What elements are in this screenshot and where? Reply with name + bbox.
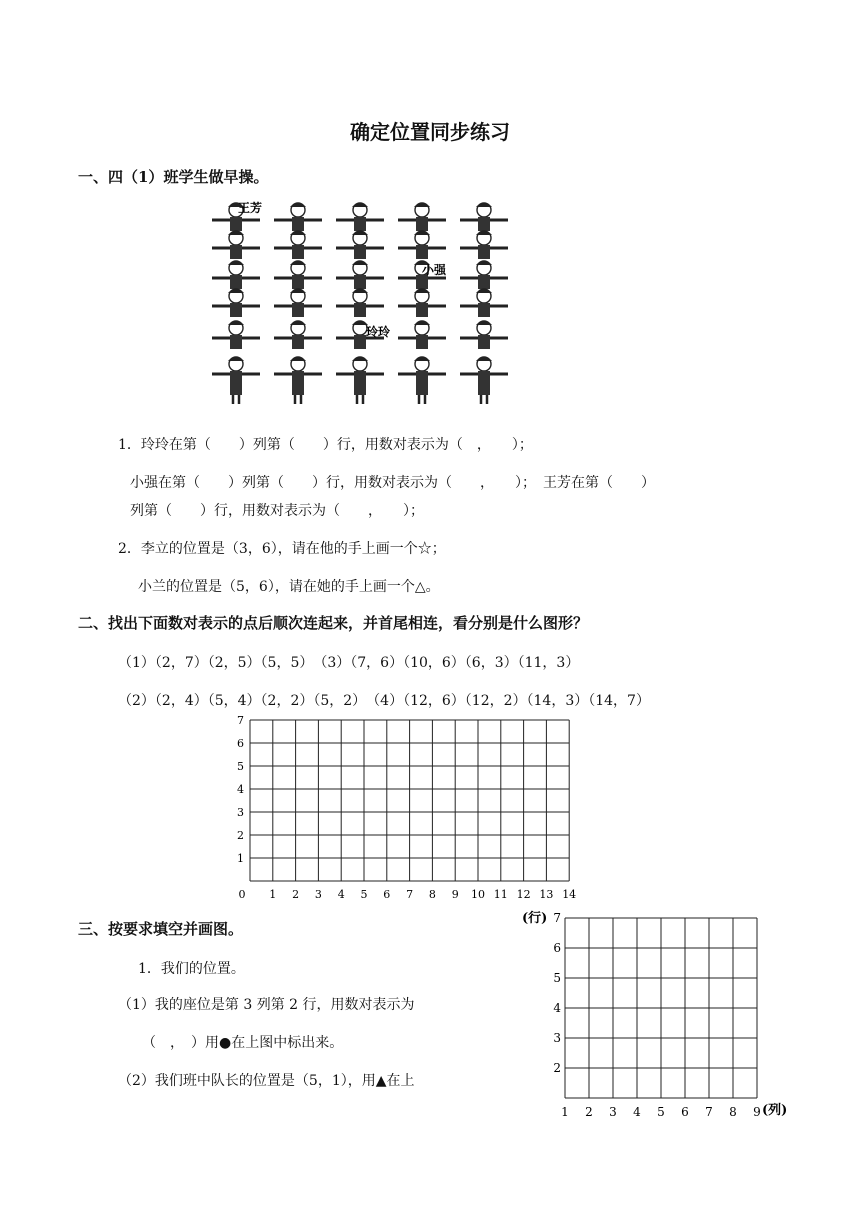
figure-body bbox=[478, 217, 490, 231]
grid-x-tick: 13 bbox=[539, 888, 554, 901]
pairs-row-2: （2）（2，4）（5，4）（2，2）（5，2） （4）（12，6）（12，2）（14，3）（14，7） bbox=[118, 693, 650, 709]
q2-line2: 小兰的位置是（5，6），请在她的手上画一个△。 bbox=[138, 579, 440, 595]
student-figure bbox=[460, 357, 508, 405]
student-figure bbox=[212, 289, 260, 318]
student-figure bbox=[460, 203, 508, 232]
figure-hair bbox=[228, 231, 244, 236]
figure-hair bbox=[352, 231, 368, 236]
grid-x-tick: 8 bbox=[729, 1105, 737, 1119]
figure-hair bbox=[290, 357, 306, 362]
figure-body bbox=[416, 217, 428, 231]
figure-hair bbox=[352, 261, 368, 266]
figure-body bbox=[416, 245, 428, 259]
figure-body bbox=[230, 371, 242, 395]
grid-x-tick: 4 bbox=[633, 1105, 641, 1119]
figure-body bbox=[354, 371, 366, 395]
q2-line1: 2．李立的位置是（3，6），请在他的手上画一个☆； bbox=[118, 541, 446, 557]
figure-body bbox=[292, 275, 304, 289]
s3-p2: （2）我们班中队长的位置是（5，1），用▲在上 bbox=[118, 1073, 415, 1089]
grid-y-tick: 4 bbox=[553, 1001, 561, 1015]
grid-x-tick: 7 bbox=[705, 1105, 713, 1119]
figure-body bbox=[230, 335, 242, 349]
section-1-heading: 一、四（1）班学生做早操。 bbox=[78, 168, 269, 186]
grid-y-tick: 2 bbox=[237, 829, 244, 842]
figure-hair bbox=[414, 321, 430, 326]
coordinate-grid-14x7 bbox=[230, 712, 590, 902]
grid-x-tick: 3 bbox=[609, 1105, 617, 1119]
grid-x-tick: 8 bbox=[428, 888, 436, 901]
section-2-heading: 二、找出下面数对表示的点后顺次连起来，并首尾相连，看分别是什么图形？ bbox=[78, 614, 589, 632]
student-figure bbox=[398, 289, 446, 318]
grid-x-tick: 9 bbox=[753, 1105, 761, 1119]
q1-line2: 小强在第（ ）列第（ ）行，用数对表示为（ ， ）； 王芳在第（ ） bbox=[130, 475, 655, 491]
figure-body bbox=[354, 217, 366, 231]
figure-hair bbox=[352, 289, 368, 294]
figure-hair bbox=[476, 203, 492, 208]
student-figure bbox=[398, 321, 446, 350]
grid-y-labels bbox=[237, 714, 244, 865]
s3-p1b: （ ， ）用●在上图中标出来。 bbox=[142, 1035, 344, 1051]
student-figure bbox=[336, 203, 384, 232]
student-figure bbox=[274, 321, 322, 350]
grid-x-tick: 10 bbox=[471, 888, 485, 901]
figure-body bbox=[292, 303, 304, 317]
q1-line3: 列第（ ）行，用数对表示为（ ， ）； bbox=[130, 503, 424, 519]
student-figure bbox=[212, 357, 260, 405]
student-figure bbox=[460, 261, 508, 290]
s3-p1a: （1）我的座位是第 3 列第 2 行，用数对表示为 bbox=[118, 997, 415, 1013]
grid-x-tick: 12 bbox=[516, 888, 531, 901]
figure-body bbox=[230, 275, 242, 289]
figure-body bbox=[292, 217, 304, 231]
figure-hair bbox=[476, 231, 492, 236]
figure-body bbox=[354, 275, 366, 289]
student-figure bbox=[336, 261, 384, 290]
grid-lines bbox=[565, 918, 757, 1098]
grid-x-tick: 4 bbox=[337, 888, 345, 901]
figure-hair bbox=[414, 203, 430, 208]
figure-body bbox=[354, 335, 366, 349]
grid-x-tick: 2 bbox=[292, 888, 300, 901]
figure-body bbox=[230, 217, 242, 231]
grid-x-labels bbox=[239, 888, 577, 901]
student-figure bbox=[460, 289, 508, 318]
grid-x-tick: 6 bbox=[681, 1105, 689, 1119]
figure-body bbox=[416, 275, 428, 289]
page-title: 确定位置同步练习 bbox=[350, 120, 510, 144]
grid-y-tick: 6 bbox=[553, 941, 561, 955]
student-figure bbox=[274, 261, 322, 290]
grid-y-tick: 5 bbox=[237, 760, 244, 773]
student-figure bbox=[336, 289, 384, 318]
figure-body bbox=[354, 303, 366, 317]
student-figure bbox=[336, 231, 384, 260]
figure-body bbox=[292, 371, 304, 395]
student-figure bbox=[398, 357, 446, 405]
grid-x-tick: 7 bbox=[406, 888, 414, 901]
grid2-col-label: (列) bbox=[762, 1103, 788, 1118]
grid-y-tick: 3 bbox=[553, 1031, 561, 1045]
figure-hair bbox=[352, 203, 368, 208]
grid-lines bbox=[250, 720, 569, 881]
figure-hair bbox=[414, 357, 430, 362]
figure-hair bbox=[414, 231, 430, 236]
figure-hair bbox=[414, 289, 430, 294]
s3-q1: 1．我们的位置。 bbox=[138, 961, 245, 977]
figure-hair bbox=[228, 289, 244, 294]
figure-body bbox=[478, 245, 490, 259]
grid-x-tick: 2 bbox=[585, 1105, 593, 1119]
section-3-heading: 三、按要求填空并画图。 bbox=[78, 920, 244, 938]
pairs-row-1: （1）（2，7）（2，5）（5，5） （3）（7，6）（10，6）（6，3）（11，3） bbox=[118, 655, 580, 671]
grid-x-tick: 5 bbox=[657, 1105, 665, 1119]
coordinate-grid-9x7 bbox=[510, 906, 800, 1126]
student-figure bbox=[212, 261, 260, 290]
grid-x-tick: 3 bbox=[314, 888, 322, 901]
figure-body bbox=[416, 335, 428, 349]
figure-hair bbox=[290, 231, 306, 236]
figure-hair bbox=[476, 321, 492, 326]
student-figure bbox=[460, 321, 508, 350]
figure-hair bbox=[476, 357, 492, 362]
grid-y-tick: 3 bbox=[237, 806, 244, 819]
figure-hair bbox=[290, 321, 306, 326]
figure-hair bbox=[290, 261, 306, 266]
grid-y-tick: 7 bbox=[553, 911, 561, 925]
student-figure bbox=[336, 357, 384, 405]
student-figure bbox=[212, 231, 260, 260]
figure-body bbox=[416, 303, 428, 317]
grid-y-tick: 7 bbox=[237, 714, 244, 727]
figure-hair bbox=[476, 261, 492, 266]
student-figure bbox=[398, 231, 446, 260]
grid-y-labels bbox=[553, 911, 561, 1075]
figure-hair bbox=[228, 357, 244, 362]
grid-x-tick: 14 bbox=[562, 888, 577, 901]
grid-x-tick: 1 bbox=[269, 888, 277, 901]
figure-hair bbox=[290, 203, 306, 208]
figure-body bbox=[292, 335, 304, 349]
label-xiaoqiang: 小强 bbox=[422, 263, 447, 277]
figure-hair bbox=[476, 289, 492, 294]
grid-x-tick: 9 bbox=[451, 888, 459, 901]
figure-body bbox=[478, 303, 490, 317]
figure-body bbox=[478, 275, 490, 289]
grid-x-tick: 1 bbox=[561, 1105, 569, 1119]
student-figure bbox=[274, 231, 322, 260]
grid-x-tick: 0 bbox=[238, 888, 246, 901]
grid-x-tick: 5 bbox=[360, 888, 368, 901]
grid-y-tick: 1 bbox=[237, 852, 244, 865]
figure-body bbox=[230, 303, 242, 317]
label-lingling: 玲玲 bbox=[366, 325, 391, 339]
figure-hair bbox=[290, 289, 306, 294]
grid-y-tick: 2 bbox=[553, 1061, 561, 1075]
student-figure bbox=[274, 357, 322, 405]
grid-y-tick: 5 bbox=[553, 971, 561, 985]
figure-hair bbox=[228, 261, 244, 266]
grid-y-tick: 6 bbox=[237, 737, 244, 750]
grid-y-tick: 4 bbox=[237, 783, 244, 796]
figure-body bbox=[354, 245, 366, 259]
exercise-illustration bbox=[200, 196, 512, 416]
figure-body bbox=[230, 245, 242, 259]
student-figure bbox=[398, 203, 446, 232]
student-figures bbox=[212, 203, 508, 405]
grid2-row-label: (行) bbox=[522, 911, 548, 926]
figure-body bbox=[478, 371, 490, 395]
figure-hair bbox=[352, 357, 368, 362]
figure-body bbox=[478, 335, 490, 349]
student-figure bbox=[274, 203, 322, 232]
grid-x-tick: 11 bbox=[493, 888, 508, 901]
student-figure bbox=[274, 289, 322, 318]
student-figure bbox=[460, 231, 508, 260]
grid-x-tick: 6 bbox=[383, 888, 391, 901]
figure-body bbox=[292, 245, 304, 259]
grid-x-labels bbox=[561, 1105, 761, 1119]
student-figure bbox=[212, 321, 260, 350]
figure-body bbox=[416, 371, 428, 395]
figure-hair bbox=[228, 321, 244, 326]
label-wangfang: 王芳 bbox=[238, 201, 263, 215]
q1-line1: 1．玲玲在第（ ）列第（ ）行，用数对表示为（ ， ）； bbox=[118, 437, 533, 453]
